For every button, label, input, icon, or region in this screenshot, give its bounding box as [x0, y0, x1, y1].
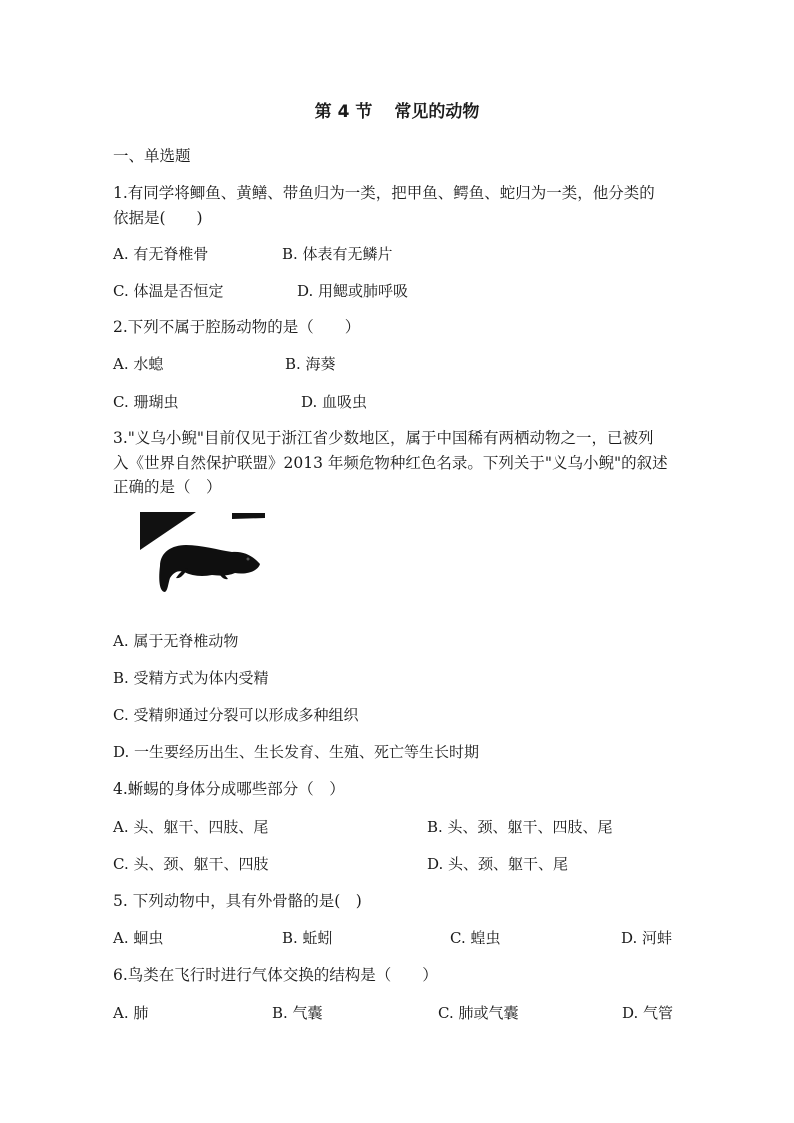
q6-option-b: B. 气囊	[272, 1004, 323, 1022]
q6-option-a: A. 肺	[113, 1004, 149, 1022]
section-heading: 一、单选题	[113, 147, 191, 165]
q2-option-b: B. 海葵	[285, 355, 336, 373]
question-5-text: 5. 下列动物中，具有外骨骼的是( )	[113, 892, 362, 910]
salamander-photo	[140, 512, 266, 597]
q3-option-c: C. 受精卵通过分裂可以形成多种组织	[113, 706, 359, 724]
title-topic: 常见的动物	[394, 102, 480, 122]
question-1-text-cont: 依据是( )	[113, 209, 203, 227]
q4-option-d: D. 头、颈、躯干、尾	[427, 855, 569, 873]
q1-option-b: B. 体表有无鳞片	[282, 245, 393, 263]
q3-option-b: B. 受精方式为体内受精	[113, 669, 269, 687]
question-3-text: 3."义乌小鲵"目前仅见于浙江省少数地区，属于中国稀有两栖动物之一，已被列	[113, 429, 654, 447]
question-1-text: 1.有同学将鲫鱼、黄鳝、带鱼归为一类，把甲鱼、鳄鱼、蛇归为一类，他分类的	[113, 184, 655, 202]
q2-option-c: C. 珊瑚虫	[113, 393, 179, 411]
q5-option-d: D. 河蚌	[621, 929, 673, 947]
title-section-number: 第 4 节	[314, 102, 373, 122]
q3-option-a: A. 属于无脊椎动物	[113, 632, 239, 650]
q2-option-d: D. 血吸虫	[301, 393, 368, 411]
question-6-text: 6.鸟类在飞行时进行气体交换的结构是（ ）	[113, 966, 438, 984]
q2-option-a: A. 水螅	[113, 355, 164, 373]
q1-option-a: A. 有无脊椎骨	[113, 245, 209, 263]
q1-option-c: C. 体温是否恒定	[113, 282, 224, 300]
q5-option-a: A. 蛔虫	[113, 929, 164, 947]
q5-option-c: C. 蝗虫	[450, 929, 501, 947]
q4-option-c: C. 头、颈、躯干、四肢	[113, 855, 269, 873]
question-3-text-cont: 入《世界自然保护联盟》2013 年频危物种红色名录。下列关于"义乌小鲵"的叙述	[113, 454, 668, 472]
q6-option-c: C. 肺或气囊	[438, 1004, 519, 1022]
question-4-text: 4.蜥蜴的身体分成哪些部分（ ）	[113, 780, 345, 798]
q6-option-d: D. 气管	[622, 1004, 674, 1022]
q1-option-d: D. 用鳃或肺呼吸	[297, 282, 409, 300]
q4-option-a: A. 头、躯干、四肢、尾	[113, 818, 269, 836]
q3-option-d: D. 一生要经历出生、生长发育、生殖、死亡等生长时期	[113, 743, 480, 761]
q5-option-b: B. 蚯蚓	[282, 929, 333, 947]
question-3-text-end: 正确的是（ ）	[113, 478, 222, 496]
page-title	[0, 97, 794, 122]
q4-option-b: B. 头、颈、躯干、四肢、尾	[427, 818, 613, 836]
question-2-text: 2.下列不属于腔肠动物的是（ ）	[113, 318, 361, 336]
